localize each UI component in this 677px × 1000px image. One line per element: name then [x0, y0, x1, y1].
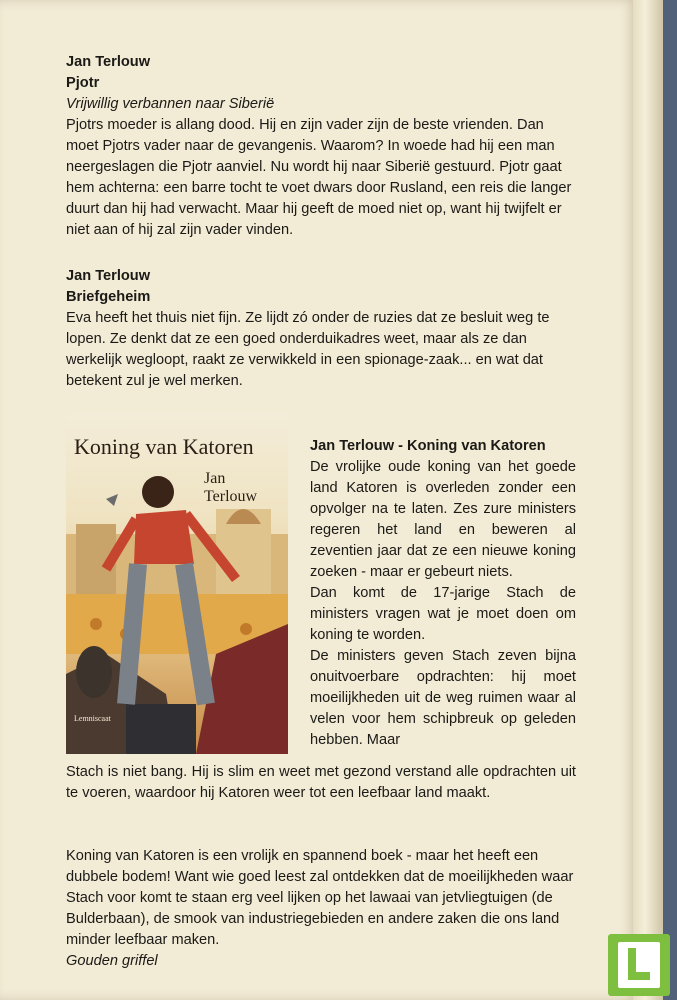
- book-description: Eva heeft het thuis niet fijn. Ze lijdt zó onder de ruzies dat ze besluit weg te lopen. Ze denkt dat ze een goed onderduikadres weet, maar als ze dan werkelijk wegloopt, raakt ze verwikkeld in een spionage-zaak... en wat dat betekent zul je wel merken.: [66, 310, 550, 389]
- book-subtitle: Vrijwillig verbannen naar Siberië: [66, 96, 275, 112]
- book-briefgeheim: [66, 266, 576, 392]
- book-summary-text: Koning van Katoren is een vrolijk en spannend boek - maar het heeft een dubbele bodem! Want wie goed leest zal ontdekken dat de moeilijkheden waar Stach voor komt te staan erg veel lijken op het lawaai van jetvliegtuigen (de Bulderbaan), de smook van industriegebieden en andere zaken die ons land minder leefbaar maken.: [66, 848, 574, 948]
- book-paragraph-2: Dan komt de 17-jarige Stach de ministers vragen wat je moet doen om koning te worden.: [310, 585, 576, 643]
- book-pjotr: [66, 52, 576, 241]
- cover-author-first: Jan: [204, 470, 226, 487]
- logo-mark: [618, 942, 660, 988]
- cover-author-last: Terlouw: [204, 488, 258, 505]
- background-edge: [663, 0, 677, 1000]
- cover-illustration: [66, 414, 288, 754]
- book-author: Jan Terlouw: [66, 54, 151, 70]
- book-title: Pjotr: [66, 75, 100, 91]
- book-paragraph-1: De vrolijke oude koning van het goede land Katoren is overleden zonder een opvolger na te laten. Zes zure ministers regeren het land en beweren al zeventien jaar dat ze een nieuwe koning zoeken - maar er gebeurt niets.: [310, 459, 576, 580]
- book-description: Pjotrs moeder is allang dood. Hij en zijn vader zijn de beste vrienden. Dan moet Pjotrs vader naar de gevangenis. Waarom? In woede had hij een man neergeslagen die Pjotr aanviel. Nu wordt hij naar Siberië gestuurd. Pjotr gaat hem achterna: een barre tocht te voet dwars door Rusland, een reis die langer duurt dan hij had verwacht. Maar hij geeft de moed niet op, want hij twijfelt er niet aan of hij zal zijn vader vinden.: [66, 117, 572, 238]
- book-summary: [66, 846, 576, 972]
- watermark-logo: [608, 934, 670, 996]
- book-title: Briefgeheim: [66, 289, 151, 305]
- book-paragraph-3-continued: Stach is niet bang. Hij is slim en weet met gezond verstand alle opdrachten uit te voeren, waardoor hij Katoren weer tot een leefbaar land maakt.: [66, 764, 576, 801]
- book-author: Jan Terlouw: [66, 268, 151, 284]
- cover-publisher: Lemniscaat: [74, 714, 111, 723]
- award-label: Gouden griffel: [66, 953, 158, 969]
- cover-author: [204, 470, 257, 506]
- book-spine: [633, 0, 663, 1000]
- book-paragraph-3: De ministers geven Stach zeven bijna onuitvoerbare opdrachten: hij moet moeilijkheden uit de weg ruimen waar al velen voor hem schipbreuk op geleden hebben. Maar: [310, 648, 576, 748]
- book-koning-van-katoren: [310, 436, 576, 751]
- book-heading: Jan Terlouw - Koning van Katoren: [310, 438, 546, 454]
- cover-title: Koning van Katoren: [74, 434, 254, 459]
- cover-artwork: [66, 414, 288, 754]
